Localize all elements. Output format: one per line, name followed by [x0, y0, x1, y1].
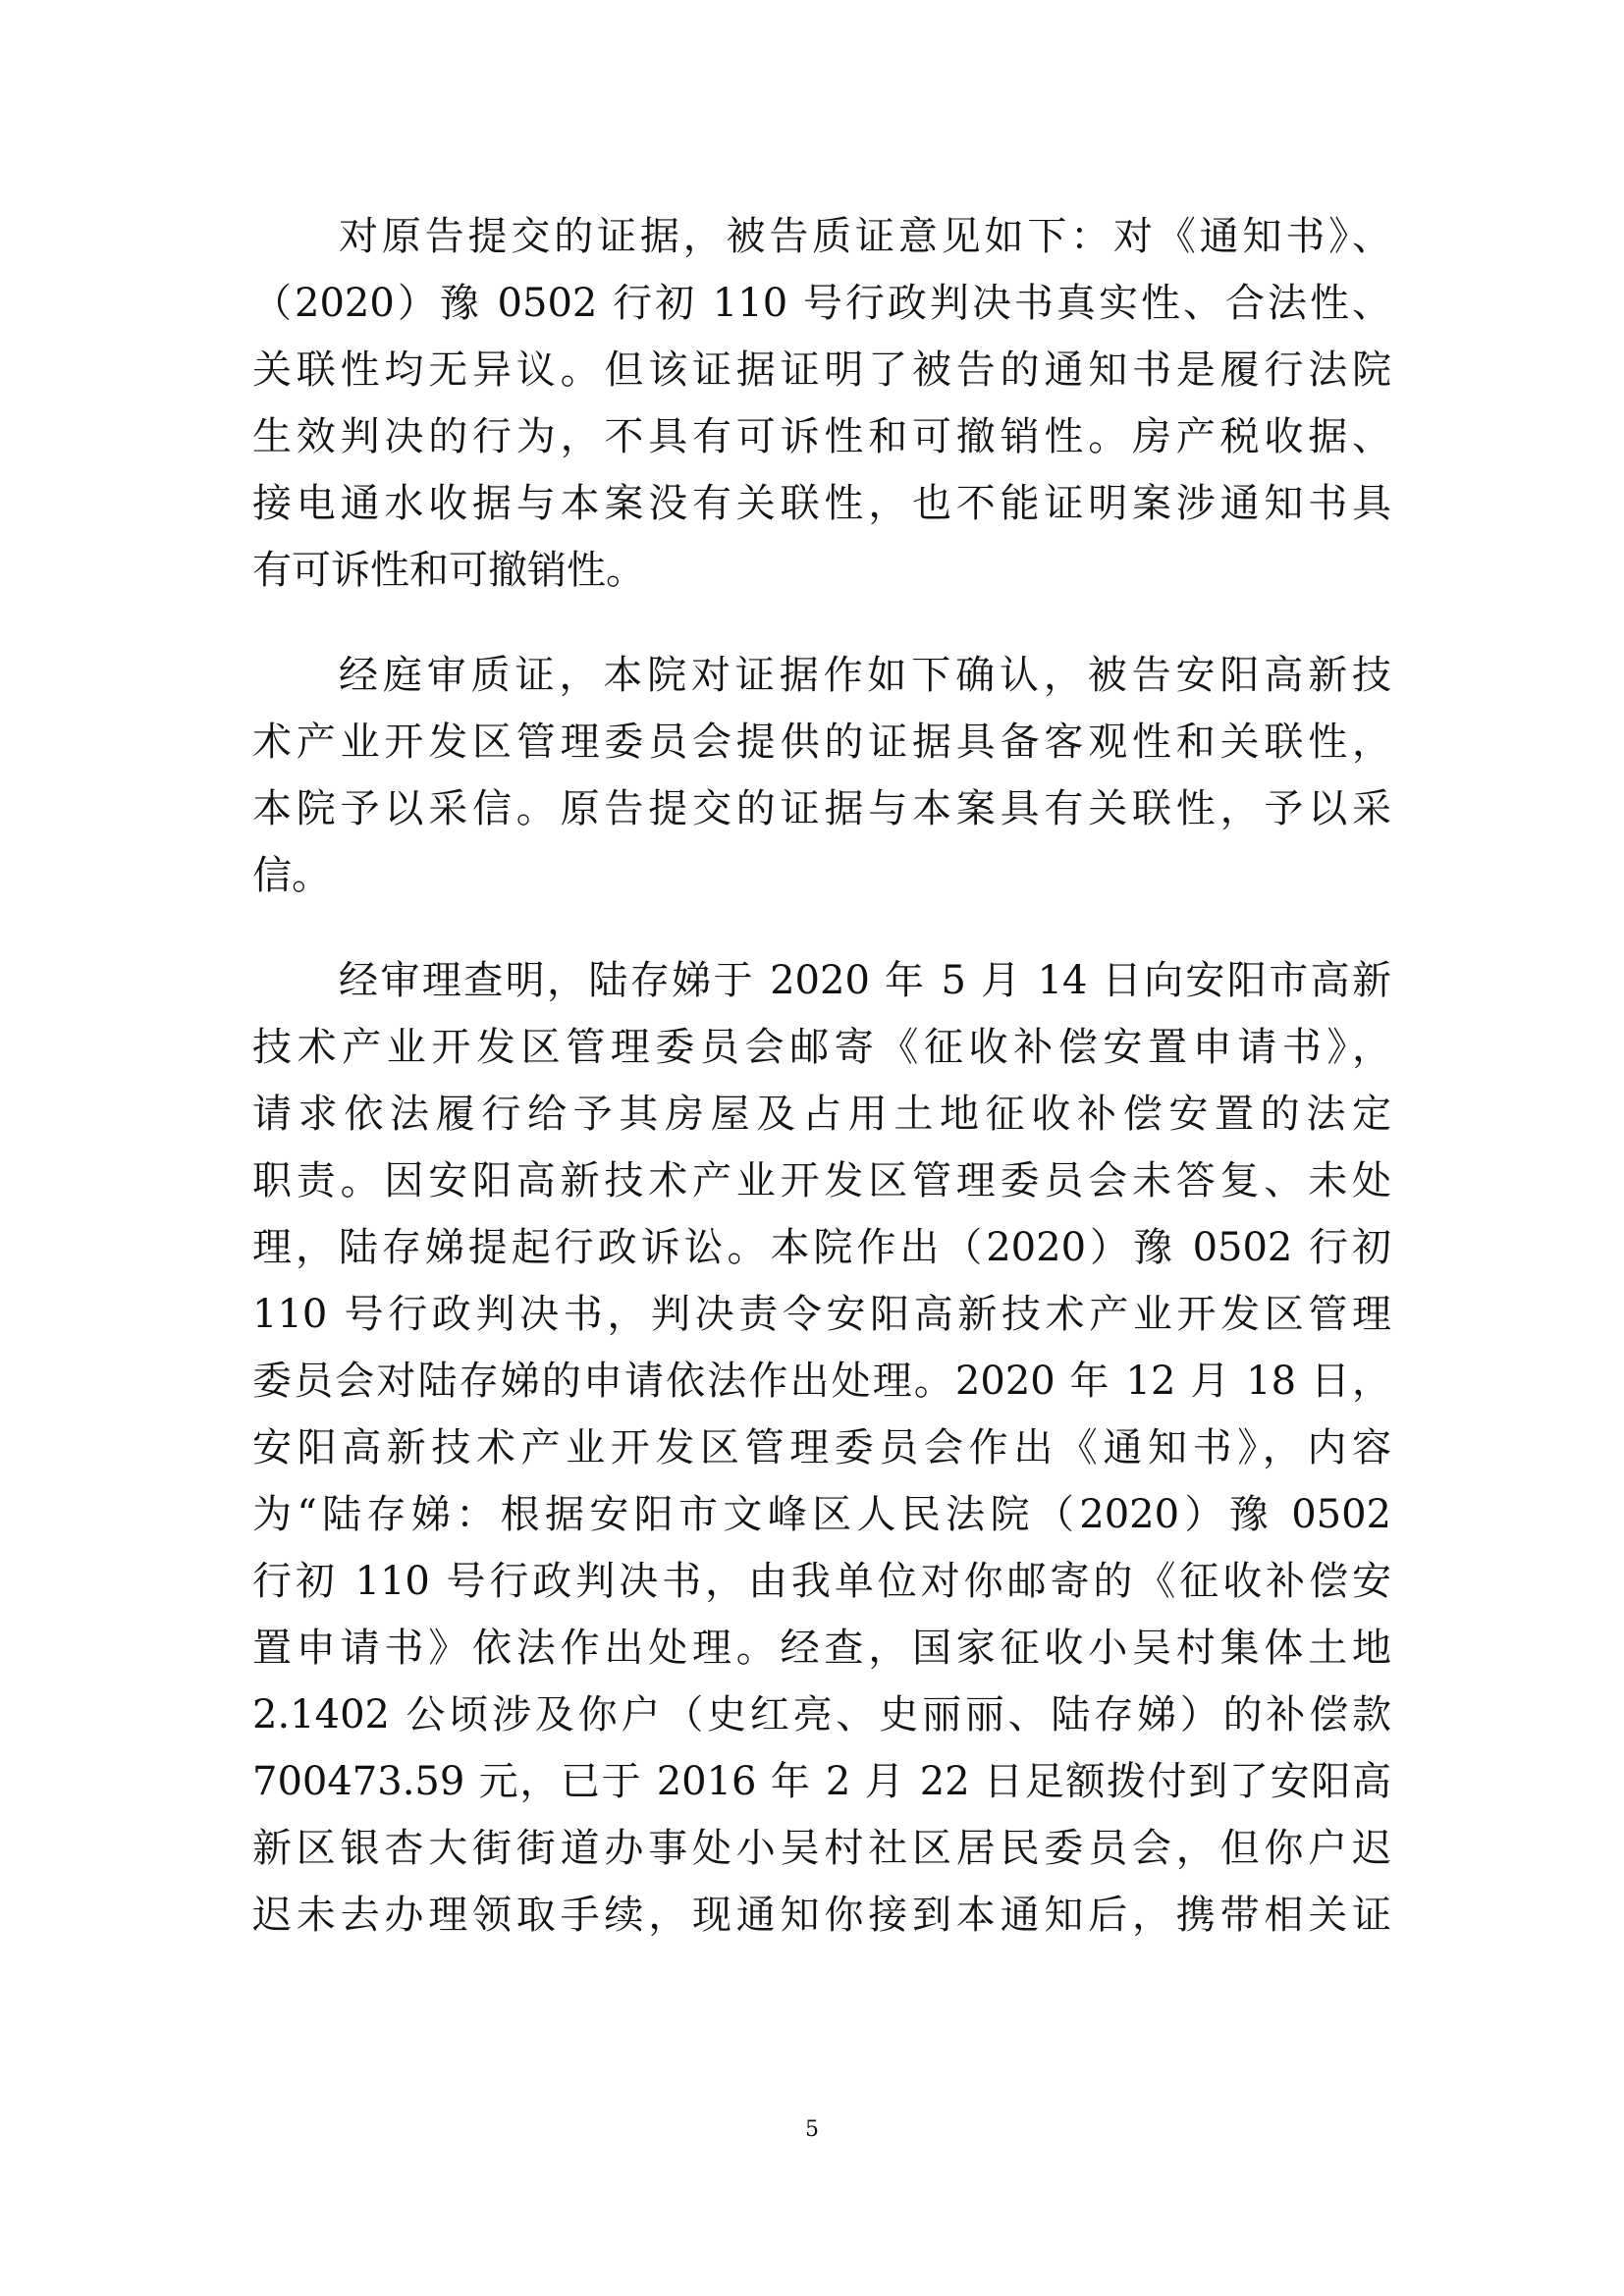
paragraph-1-line-6: 有可诉性和可撤销性。 — [252, 548, 645, 593]
paragraph-3-line-1: 经审理查明，陆存娣于 2020 年 5 月 14 日向安阳市高新 — [339, 958, 1391, 1003]
paragraph-1-line-4: 生效判决的行为，不具有可诉性和可撤销性。房产税收据、 — [252, 414, 1391, 459]
paragraph-1-line-5: 接电通水收据与本案没有关联性，也不能证明案涉通知书具 — [252, 481, 1391, 526]
paragraph-3-line-12: 2.1402 公顷涉及你户（史红亮、史丽丽、陆存娣）的补偿款 — [252, 1692, 1391, 1737]
paragraph-3-line-9: 为“陆存娣：根据安阳市文峰区人民法院（2020）豫 0502 — [252, 1492, 1391, 1537]
paragraph-3-line-10: 行初 110 号行政判决书，由我单位对你邮寄的《征收补偿安 — [252, 1559, 1391, 1604]
paragraph-3-line-6: 110 号行政判决书，判决责令安阳高新技术产业开发区管理 — [252, 1292, 1391, 1337]
paragraph-2-line-1: 经庭审质证，本院对证据作如下确认，被告安阳高新技 — [339, 653, 1391, 698]
paragraph-2-line-3: 本院予以采信。原告提交的证据与本案具有关联性，予以采 — [252, 786, 1391, 831]
paragraph-2-line-4: 信。 — [252, 853, 331, 898]
paragraph-1-line-1: 对原告提交的证据，被告质证意见如下：对《通知书》、 — [339, 214, 1391, 259]
paragraph-3-line-14: 新区银杏大街街道办事处小吴村社区居民委员会，但你户迟 — [252, 1826, 1391, 1871]
paragraph-3-line-11: 置申请书》依法作出处理。经查，国家征收小吴村集体土地 — [252, 1626, 1391, 1671]
paragraph-3-line-8: 安阳高新技术产业开发区管理委员会作出《通知书》，内容 — [252, 1425, 1391, 1470]
page-number: 5 — [805, 2117, 819, 2142]
paragraph-3-line-13: 700473.59 元，已于 2016 年 2 月 22 日足额拨付到了安阳高 — [252, 1759, 1391, 1804]
paragraph-3-line-7: 委员会对陆存娣的申请依法作出处理。2020 年 12 月 18 日， — [252, 1359, 1391, 1404]
paragraph-1-line-3: 关联性均无异议。但该证据证明了被告的通知书是履行法院 — [252, 347, 1391, 393]
paragraph-3-line-2: 技术产业开发区管理委员会邮寄《征收补偿安置申请书》， — [252, 1025, 1391, 1070]
paragraph-3-line-4: 职责。因安阳高新技术产业开发区管理委员会未答复、未处 — [252, 1158, 1391, 1203]
paragraph-2-line-2: 术产业开发区管理委员会提供的证据具备客观性和关联性， — [252, 720, 1391, 765]
paragraph-3-line-5: 理，陆存娣提起行政诉讼。本院作出（2020）豫 0502 行初 — [252, 1225, 1391, 1270]
paragraph-3-line-15: 迟未去办理领取手续，现通知你接到本通知后，携带相关证 — [252, 1893, 1391, 1938]
paragraph-1-line-2: （2020）豫 0502 行初 110 号行政判决书真实性、合法性、 — [252, 281, 1391, 326]
paragraph-3-line-3: 请求依法履行给予其房屋及占用土地征收补偿安置的法定 — [252, 1092, 1391, 1137]
